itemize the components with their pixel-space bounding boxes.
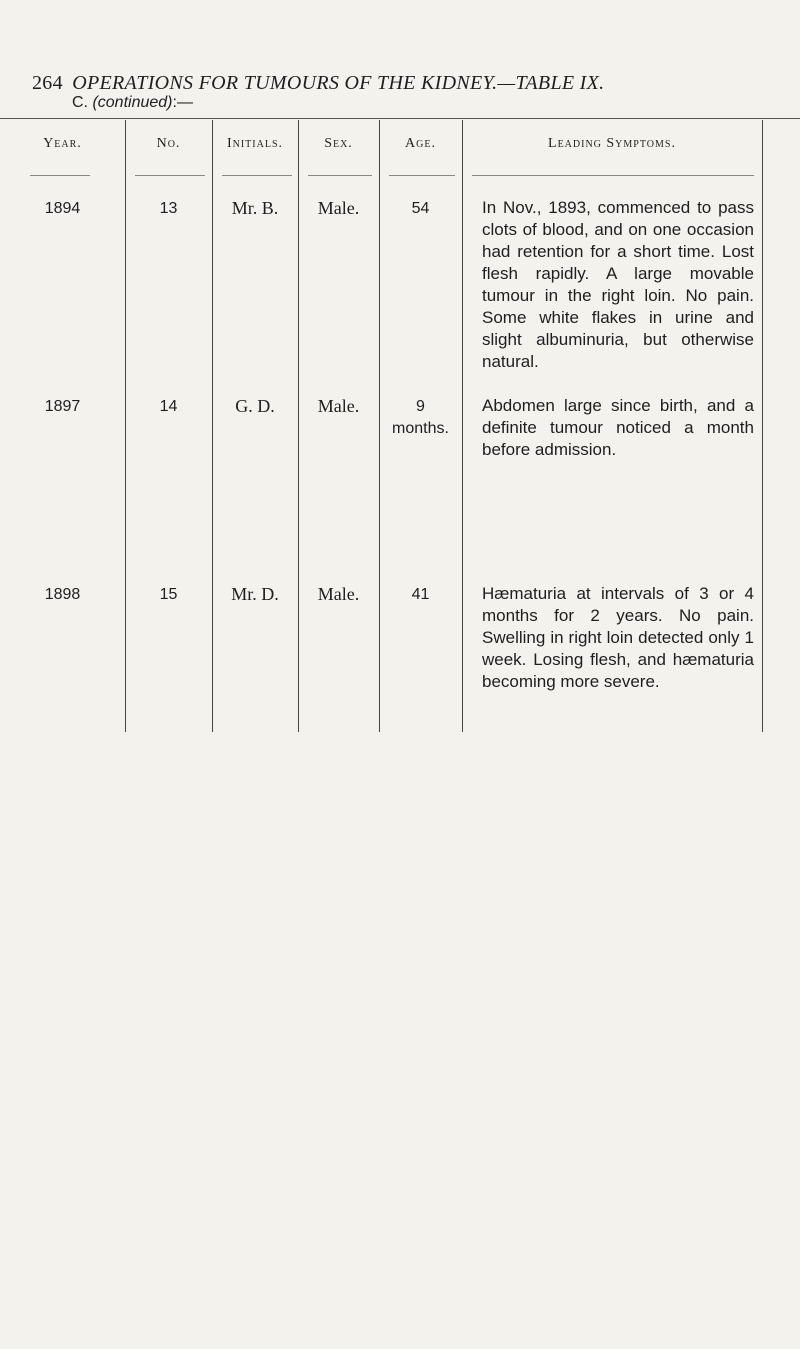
cell-no: 13	[159, 200, 178, 217]
header-year: Year.	[43, 136, 82, 151]
page-number: 264	[32, 72, 63, 94]
cell-year: 1898	[44, 586, 81, 603]
cell-no: 15	[159, 586, 178, 603]
cell-no: 14	[159, 398, 178, 415]
cell-initials: G. D.	[235, 396, 275, 416]
header-underline	[135, 175, 205, 176]
header-underline	[472, 175, 754, 176]
cell-symptoms: Abdomen large since birth, and a definite tumour noticed a month before admission.	[482, 396, 754, 459]
cell-year: 1894	[44, 200, 81, 217]
page-title: OPERATIONS FOR TUMOURS OF THE KIDNEY.—TABLE IX.	[72, 72, 605, 94]
cell-age	[379, 584, 462, 606]
header-underline	[389, 175, 455, 176]
cell-sex: Male.	[317, 396, 360, 416]
cell-year: 1897	[44, 398, 81, 415]
cell-symptoms: Hæmaturia at intervals of 3 or 4 months for 2 years. No pain. Swelling in right loin detected only 1 week. Losing flesh, and hæmaturia becoming more severe.	[482, 584, 754, 691]
header-underline	[308, 175, 372, 176]
age-value: 9	[416, 398, 425, 415]
header-initials: Initials.	[226, 136, 284, 151]
continued-note: (continued)	[92, 94, 173, 111]
header-symptoms: Leading Symptoms.	[548, 136, 676, 151]
header-underline	[222, 175, 292, 176]
section-label: C.	[72, 94, 88, 111]
cell-sex: Male.	[317, 198, 360, 218]
header-underline	[30, 175, 90, 176]
subhead-suffix: :—	[172, 94, 193, 111]
cell-age	[379, 396, 462, 440]
age-value: 41	[411, 586, 430, 603]
cell-age	[379, 198, 462, 220]
age-value: 54	[411, 200, 430, 217]
column-divider	[462, 120, 463, 732]
column-divider	[762, 120, 763, 732]
running-head	[32, 72, 604, 95]
age-unit: months.	[392, 420, 449, 437]
header-age: Age.	[405, 136, 436, 151]
header-no: No.	[156, 136, 181, 151]
cell-sex: Male.	[317, 584, 360, 604]
header-sex: Sex.	[324, 136, 353, 151]
cell-initials: Mr. D.	[231, 584, 279, 604]
table-top-rule	[0, 118, 800, 119]
cell-symptoms: In Nov., 1893, commenced to pass clots of blood, and on one occasion had retention for a short time. Lost flesh rapidly. A large movable tumour in the right loin. No pain. Some white flakes in urine and slight albuminuria, but otherwise natural.	[482, 198, 754, 371]
cell-initials: Mr. B.	[231, 198, 279, 218]
section-subhead	[72, 94, 193, 112]
